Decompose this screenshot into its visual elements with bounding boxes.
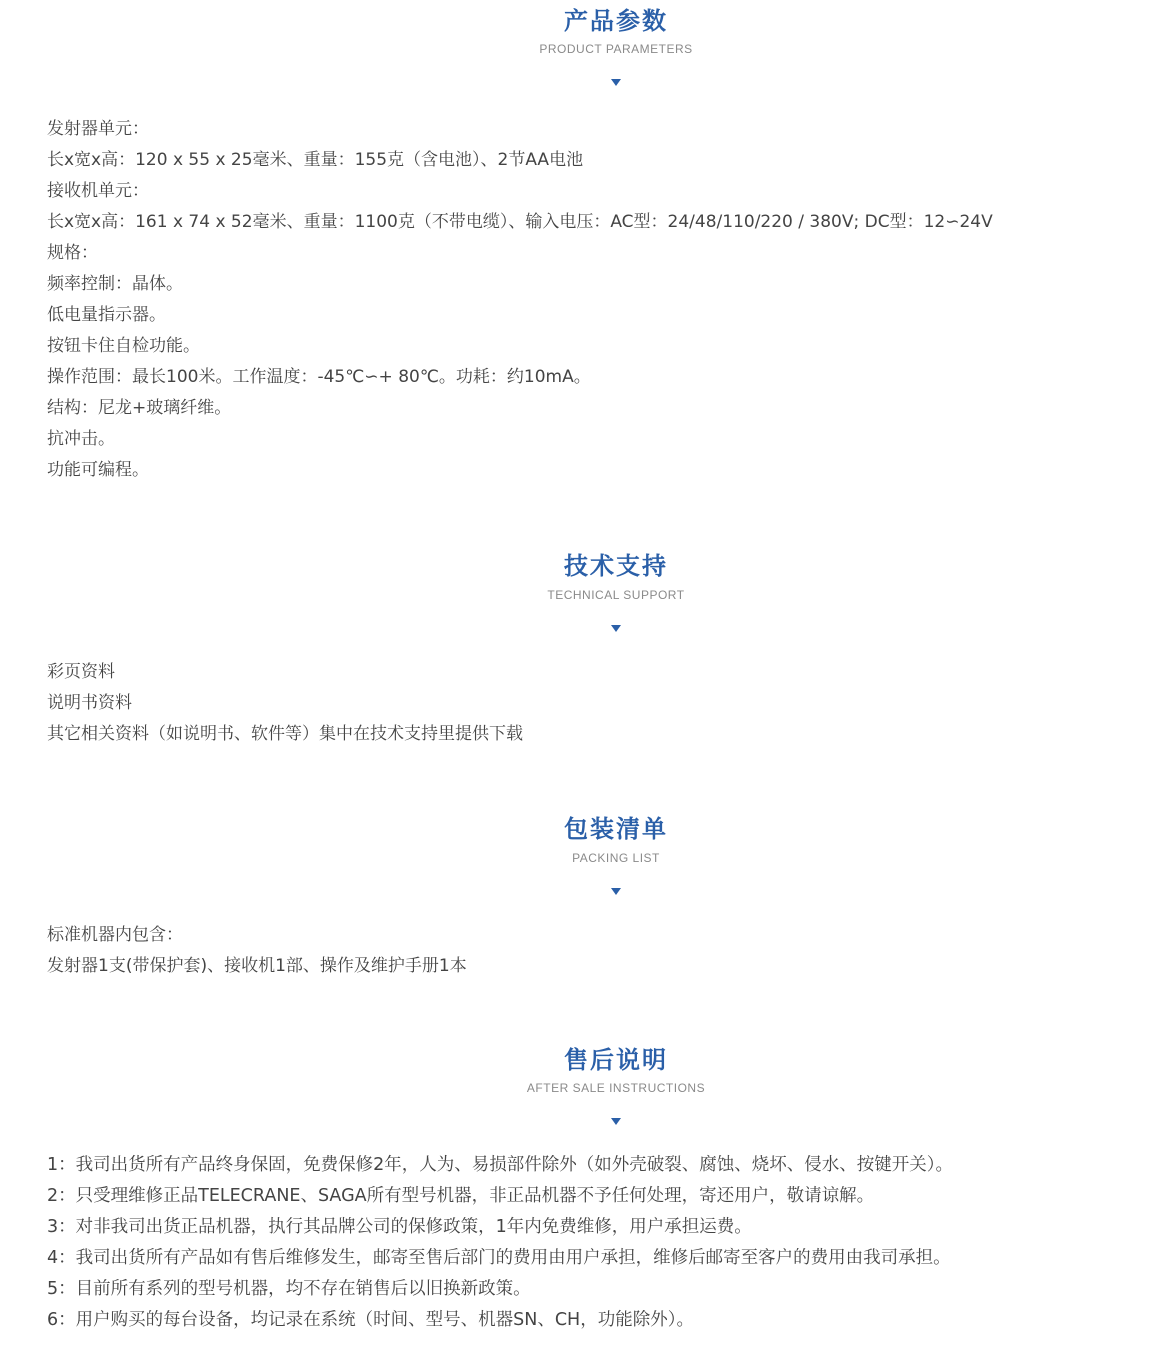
list-item: 抗冲击。	[47, 429, 115, 449]
list-item: 6：用户购买的每台设备，均记录在系统（时间、型号、机器SN、CH，功能除外）。	[47, 1310, 694, 1330]
support-list	[47, 657, 523, 750]
section-subtitle: PACKING LIST	[572, 851, 660, 865]
list-item: 3：对非我司出货正品机器，执行其品牌公司的保修政策，1年内免费维修，用户承担运费。	[47, 1217, 752, 1237]
section-subtitle: AFTER SALE INSTRUCTIONS	[526, 1081, 706, 1095]
caret-down-icon	[611, 79, 621, 86]
caret-down-icon	[611, 1118, 621, 1125]
section-subtitle: TECHNICAL SUPPORT	[547, 588, 685, 602]
list-item: 标准机器内包含：	[47, 925, 183, 945]
after-sale-list	[47, 1150, 953, 1336]
list-item: 长x宽x高：161 x 74 x 52毫米、重量：1100克（不带电缆）、输入电压：AC型：24/48/110/220 / 380V; DC型：12∽24V	[47, 212, 993, 232]
list-item: 结构：尼龙+玻璃纤维。	[47, 398, 232, 418]
list-item: 4：我司出货所有产品如有售后维修发生，邮寄至售后部门的费用由用户承担，维修后邮寄至客户的费用由我司承担。	[47, 1248, 951, 1268]
parameter-list	[47, 114, 993, 486]
list-item: 功能可编程。	[47, 460, 149, 480]
list-item: 5：目前所有系列的型号机器，均不存在销售后以旧换新政策。	[47, 1279, 531, 1299]
list-item: 彩页资料	[47, 662, 115, 682]
list-item: 发射器1支(带保护套)、接收机1部、操作及维护手册1本	[47, 956, 467, 976]
list-item: 长x宽x高：120 x 55 x 25毫米、重量：155克（含电池）、2节AA电池	[47, 150, 584, 170]
list-item: 说明书资料	[47, 693, 132, 713]
caret-down-icon	[611, 625, 621, 632]
list-item: 低电量指示器。	[47, 305, 166, 325]
section-title: 产品参数	[564, 7, 668, 35]
list-item: 其它相关资料（如说明书、软件等）集中在技术支持里提供下载	[47, 724, 523, 744]
list-item: 频率控制：晶体。	[47, 274, 183, 294]
packing-list	[47, 920, 467, 982]
list-item: 按钮卡住自检功能。	[47, 336, 200, 356]
list-item: 规格：	[47, 243, 98, 263]
list-item: 操作范围：最长100米。工作温度：-45℃∽+ 80℃。功耗：约10mA。	[47, 367, 591, 387]
caret-down-icon	[611, 888, 621, 895]
section-title: 技术支持	[564, 552, 668, 580]
list-item: 1：我司出货所有产品终身保固，免费保修2年，人为、易损部件除外（如外壳破裂、腐蚀、烧坏、侵水、按键开关）。	[47, 1155, 954, 1175]
list-item: 发射器单元：	[47, 119, 149, 139]
list-item: 2：只受理维修正品TELECRANE、SAGA所有型号机器，非正品机器不予任何处理，寄还用户，敬请谅解。	[47, 1186, 875, 1206]
section-title: 售后说明	[564, 1046, 668, 1074]
list-item: 接收机单元：	[47, 181, 149, 201]
section-title: 包装清单	[564, 815, 668, 843]
section-subtitle: PRODUCT PARAMETERS	[539, 42, 693, 56]
